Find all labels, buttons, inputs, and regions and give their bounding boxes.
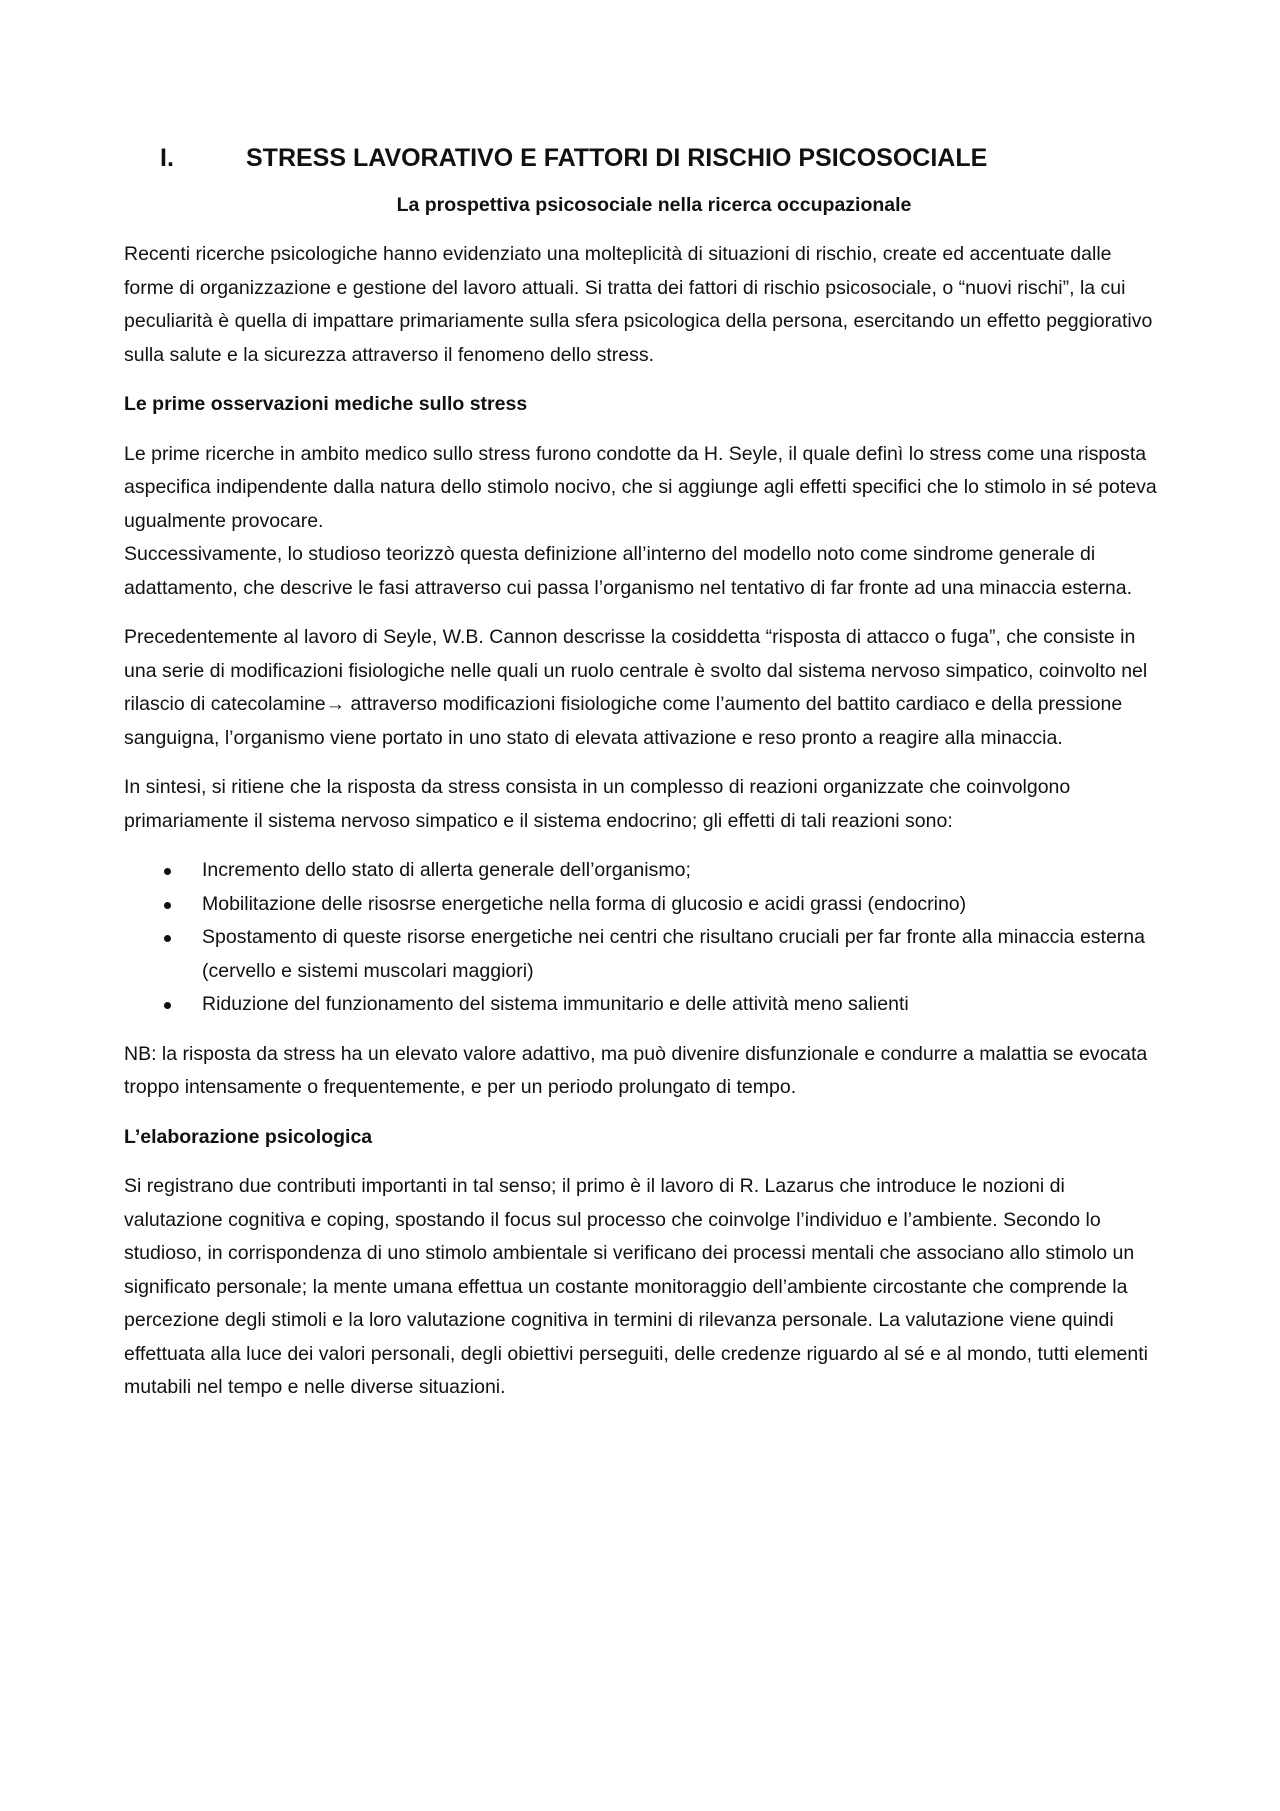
- bullet-icon: [164, 902, 171, 909]
- seyle-paragraph-2: Successivamente, lo studioso teorizzò questa definizione all’interno del modello noto come sindrome generale di adattamento, che descrive le fasi attraverso cui passa l’organismo nel tentativo di far fronte ad una minaccia esterna.: [124, 543, 1133, 599]
- intro-paragraph: Recenti ricerche psicologiche hanno evidenziato una molteplicità di situazioni di rischio, create ed accentuate dalle forme di organizzazione e gestione del lavoro attuali. Si tratta dei fattori di rischio psicosociale, o “nuovi rischi”, la cui peculiarità è quella di impattare primariamente sulla sfera psicologica della persona, esercitando un effetto peggiorativo sulla salute e la sicurezza attraverso il fenomeno dello stress.: [124, 243, 1153, 366]
- list-item-text: Incremento dello stato di allerta generale dell’organismo;: [202, 859, 691, 881]
- section-subtitle: La prospettiva psicosociale nella ricerca occupazionale: [396, 194, 912, 216]
- heading-psychological-elaboration: L’elaborazione psicologica: [124, 1125, 373, 1148]
- heading-medical-observations: Le prime osservazioni mediche sullo stress: [124, 393, 528, 415]
- list-item: [124, 988, 1164, 1022]
- list-item: [124, 854, 1164, 888]
- bullet-icon: [164, 935, 171, 942]
- list-item-text: Riduzione del funzionamento del sistema immunitario e delle attività meno salienti: [202, 993, 909, 1015]
- lazarus-paragraph: Si registrano due contributi importanti in tal senso; il primo è il lavoro di R. Lazarus che introduce le nozioni di valutazione cognitiva e coping, spostando il focus sul processo che coinvolge l’individuo e l’ambiente. Secondo lo studioso, in corrispondenza di uno stimolo ambientale si verificano dei processi mentali che associano allo stimolo un significato personale; la mente umana effettua un costante monitoraggio dell’ambiente circostante che comprende la percezione degli stimoli e la loro valutazione cognitiva in termini di rilevanza personale. La valutazione viene quindi effettuata alla luce dei valori personali, degli obiettivi perseguiti, delle credenze riguardo al sé e al mondo, tutti elementi mutabili nel tempo e nelle diverse situazioni.: [124, 1175, 1148, 1398]
- nb-paragraph: NB: la risposta da stress ha un elevato valore adattivo, ma può divenire disfunzionale e condurre a malattia se evocata troppo intensamente o frequentemente, e per un periodo prolungato di tempo.: [124, 1042, 1148, 1098]
- chapter-heading: [124, 140, 1164, 176]
- bullet-icon: [164, 1002, 171, 1009]
- page-content: [124, 140, 1164, 1421]
- summary-paragraph: In sintesi, si ritiene che la risposta da stress consista in un complesso di reazioni organizzate che coinvolgono primariamente il sistema nervoso simpatico e il sistema endocrino; gli effetti di tali reazioni sono:: [124, 776, 1071, 832]
- chapter-number: I.: [160, 144, 174, 172]
- seyle-paragraph-1: Le prime ricerche in ambito medico sullo stress furono condotte da H. Seyle, il quale definì lo stress come una risposta aspecifica indipendente dalla natura dello stimolo nocivo, che si aggiunge agli effetti specifici che lo stimolo in sé poteva ugualmente provocare.: [124, 442, 1157, 532]
- list-item: [124, 888, 1164, 922]
- bullet-icon: [164, 868, 171, 875]
- list-item-text: Spostamento di queste risorse energetiche nei centri che risultano cruciali per far fronte alla minaccia esterna (cervello e sistemi muscolari maggiori): [202, 926, 1145, 982]
- chapter-title: STRESS LAVORATIVO E FATTORI DI RISCHIO PSICOSOCIALE: [246, 144, 988, 172]
- stress-effects-list: [124, 854, 1164, 1022]
- list-item-text: Mobilitazione delle risosrse energetiche nella forma di glucosio e acidi grassi (endocrino): [202, 892, 967, 915]
- list-item: [124, 921, 1164, 988]
- cannon-paragraph: Precedentemente al lavoro di Seyle, W.B. Cannon descrisse la cosiddetta “risposta di attacco o fuga”, che consiste in una serie di modificazioni fisiologiche nelle quali un ruolo centrale è svolto dal sistema nervoso simpatico, coinvolto nel rilascio di catecolamine→ attraverso modificazioni fisiologiche come l’aumento del battito cardiaco e della pressione sanguigna, l’organismo viene portato in uno stato di elevata attivazione e reso pronto a reagire alla minaccia.: [124, 626, 1148, 749]
